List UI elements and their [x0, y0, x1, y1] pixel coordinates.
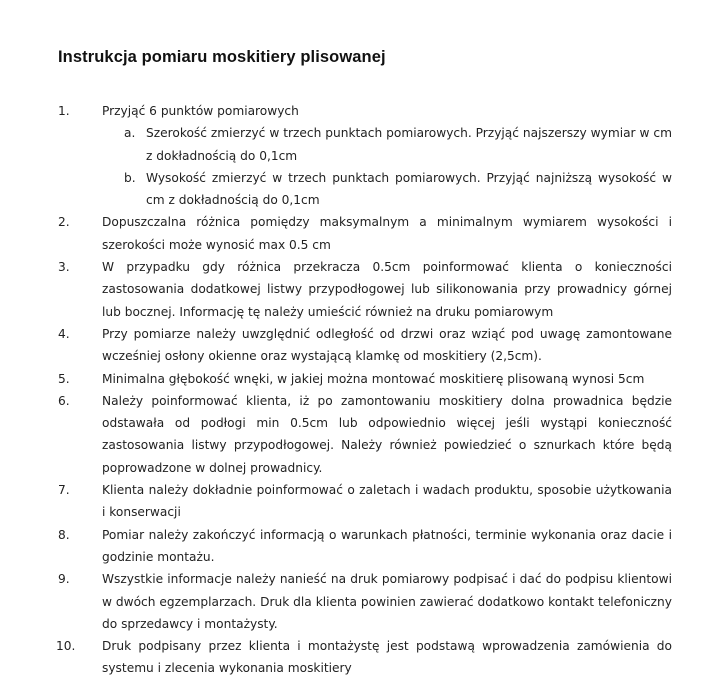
- list-item: [0, 256, 720, 323]
- instruction-list: [0, 100, 720, 680]
- document-title: Instrukcja pomiaru moskitiery plisowanej: [58, 48, 386, 66]
- list-item: [0, 524, 720, 569]
- item-number: 8.: [58, 527, 70, 542]
- item-text: Pomiar należy zakończyć informacją o warunkach płatności, terminie wykonania oraz dacie i godzinie montażu.: [102, 527, 672, 564]
- list-item: [0, 323, 720, 368]
- sub-item-letter: b.: [124, 170, 136, 185]
- sub-list-item: [102, 167, 672, 212]
- item-text: Przyjąć 6 punktów pomiarowych: [102, 104, 299, 118]
- item-number: 5.: [58, 371, 70, 386]
- sub-list: [102, 122, 672, 211]
- sub-item-letter: a.: [124, 126, 136, 141]
- item-text: Przy pomiarze należy uwzględnić odległość od drzwi oraz wziąć pod uwagę zamontowane wcześniej osłony okienne oraz wystającą klamkę od moskitiery (2,5cm).: [102, 326, 672, 364]
- item-text: W przypadku gdy różnica przekracza 0.5cm poinformować klienta o konieczności zastosowania dodatkowej listwy przypodłogowej lub silikonowania przy prowadnicy górnej lub bocznej. Informację tę należy umieścić również na druku pomiarowym: [102, 260, 672, 319]
- list-item: [0, 479, 720, 524]
- item-text: Minimalna głębokość wnęki, w jakiej można montować moskitierę plisowaną wynosi 5cm: [102, 371, 645, 386]
- list-item: [0, 211, 720, 256]
- item-number: 3.: [58, 260, 70, 275]
- list-item: [0, 635, 720, 680]
- item-text: Należy poinformować klienta, iż po zamontowaniu moskitiery dolna prowadnica będzie odstawała od podłogi min 0.5cm lub odpowiednio więcej jeśli wystąpi konieczność zastosowania listwy przypodłogowej. Należy również powiedzieć o sznurkach które będą poprowadzone w dolnej prowadnicy.: [102, 393, 672, 475]
- item-number: 1.: [58, 104, 70, 118]
- sub-item-text: Szerokość zmierzyć w trzech punktach pomiarowych. Przyjąć najszerszy wymiar w cm z dokładnością do 0,1cm: [146, 126, 672, 163]
- sub-item-text: Wysokość zmierzyć w trzech punktach pomiarowych. Przyjąć najniższą wysokość w cm z dokładnością do 0,1cm: [146, 170, 672, 208]
- item-number: 9.: [58, 572, 70, 587]
- list-item: [0, 390, 720, 479]
- item-number: 6.: [58, 393, 70, 408]
- item-number: 2.: [58, 215, 70, 230]
- item-text: Dopuszczalna różnica pomiędzy maksymalnym a minimalnym wymiarem wysokości i szerokości może wynosić max 0.5 cm: [102, 215, 672, 252]
- item-text: Klienta należy dokładnie poinformować o zaletach i wadach produktu, sposobie użytkowania i konserwacji: [102, 483, 672, 520]
- list-item: [0, 568, 720, 635]
- item-number: 4.: [58, 326, 70, 341]
- item-number: 7.: [58, 483, 70, 498]
- sub-list-item: [102, 122, 672, 167]
- item-number: 10.: [56, 639, 76, 654]
- item-text: Wszystkie informacje należy nanieść na druk pomiarowy podpisać i dać do podpisu klientowi w dwóch egzemplarzach. Druk dla klienta powinien zawierać dodatkowo kontakt telefoniczny do sprzedawcy i montażysty.: [102, 572, 672, 631]
- list-item: [0, 100, 720, 211]
- list-item: [0, 368, 720, 390]
- item-text: Druk podpisany przez klienta i montażystę jest podstawą wprowadzenia zamówienia do systemu i zlecenia wykonania moskitiery: [102, 639, 672, 676]
